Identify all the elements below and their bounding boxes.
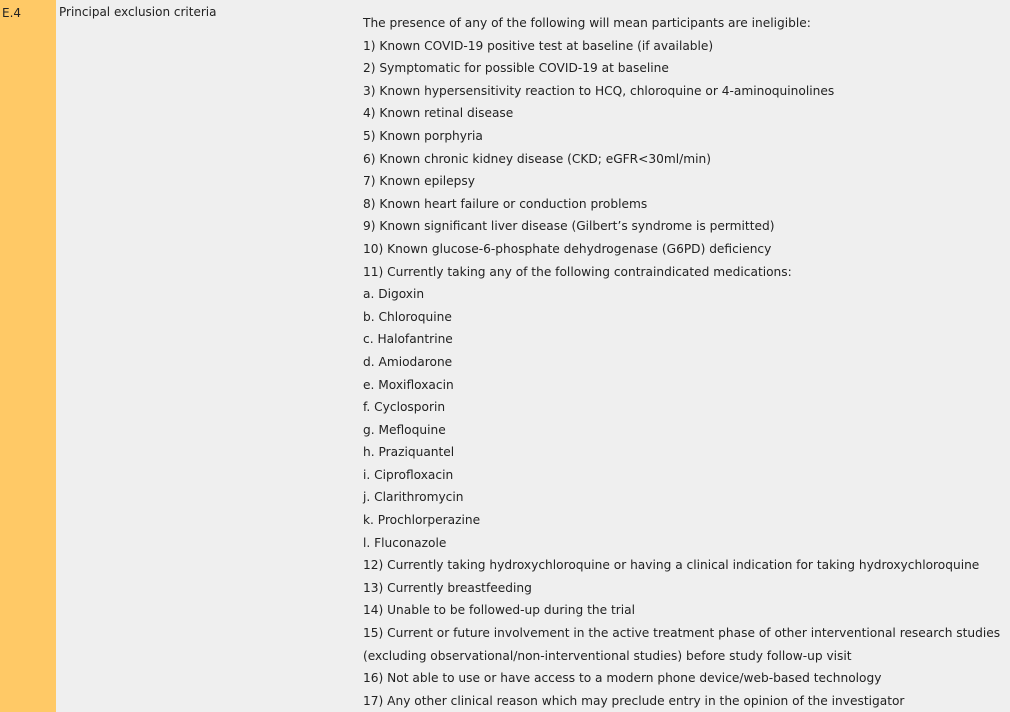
criteria-line: 4) Known retinal disease bbox=[363, 106, 514, 121]
criteria-line: d. Amiodarone bbox=[363, 354, 453, 369]
criteria-line: 6) Known chronic kidney disease (CKD; eGFR<30ml/min) bbox=[363, 151, 711, 166]
section-label: Principal exclusion criteria bbox=[56, 0, 356, 712]
criteria-line: 17) Any other clinical reason which may preclude entry in the opinion of the investigator bbox=[363, 693, 905, 708]
criteria-line: 1) Known COVID-19 positive test at baseline (if available) bbox=[363, 38, 714, 53]
criteria-line: 5) Known porphyria bbox=[363, 128, 483, 143]
criteria-line: 8) Known heart failure or conduction problems bbox=[363, 196, 648, 211]
criteria-line: g. Mefloquine bbox=[363, 422, 446, 437]
criteria-line: c. Halofantrine bbox=[363, 332, 453, 347]
criteria-line: l. Fluconazole bbox=[363, 535, 447, 550]
criteria-line: f. Cyclosporin bbox=[363, 400, 446, 415]
criteria-line: 9) Known significant liver disease (Gilbert’s syndrome is permitted) bbox=[363, 219, 775, 234]
criteria-line: (excluding observational/non-interventional studies) before study follow-up visit bbox=[363, 648, 852, 663]
criteria-line: 13) Currently breastfeeding bbox=[363, 580, 532, 595]
criteria-line: 11) Currently taking any of the following contraindicated medications: bbox=[363, 264, 792, 279]
criteria-line: e. Moxifloxacin bbox=[363, 377, 454, 392]
criteria-line: j. Clarithromycin bbox=[363, 490, 464, 505]
criteria-line: 16) Not able to use or have access to a modern phone device/web-based technology bbox=[363, 671, 882, 686]
criteria-list bbox=[356, 0, 1010, 712]
criteria-line: i. Ciprofloxacin bbox=[363, 467, 454, 482]
criteria-line: 12) Currently taking hydroxychloroquine or having a clinical indication for taking hydroxychloroquine bbox=[363, 558, 980, 573]
criteria-line: 15) Current or future involvement in the active treatment phase of other interventional research studies bbox=[363, 626, 1001, 641]
section-id: E.4 bbox=[0, 0, 56, 712]
criteria-line: 14) Unable to be followed-up during the trial bbox=[363, 603, 635, 618]
criteria-line: a. Digoxin bbox=[363, 287, 425, 302]
criteria-line: 3) Known hypersensitivity reaction to HCQ, chloroquine or 4-aminoquinolines bbox=[363, 83, 835, 98]
criteria-line: 10) Known glucose-6-phosphate dehydrogenase (G6PD) deficiency bbox=[363, 241, 772, 256]
criteria-line: b. Chloroquine bbox=[363, 309, 452, 324]
criteria-line: The presence of any of the following will mean participants are ineligible: bbox=[363, 16, 811, 30]
criteria-line: k. Prochlorperazine bbox=[363, 513, 481, 528]
criteria-line: 2) Symptomatic for possible COVID-19 at baseline bbox=[363, 61, 669, 76]
criteria-line: h. Praziquantel bbox=[363, 445, 455, 460]
criteria-line: 7) Known epilepsy bbox=[363, 174, 475, 189]
